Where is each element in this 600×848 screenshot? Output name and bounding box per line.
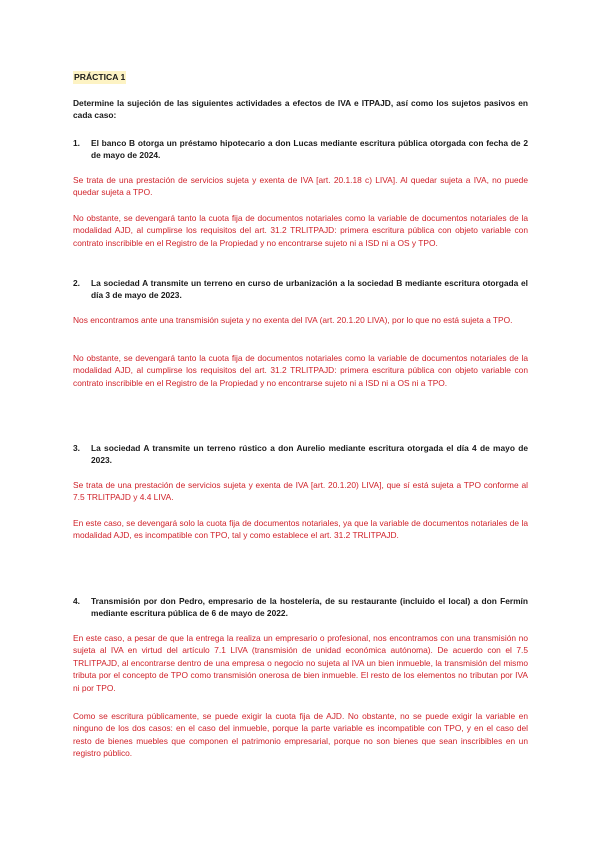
case-3-question-text: La sociedad A transmite un terreno rústico a don Aurelio mediante escritura otorgada el día 4 de mayo de 2023. [91,443,528,466]
case-3-question [73,442,528,467]
case-1-answer-1: Se trata de una prestación de servicios sujeta y exenta de IVA [art. 20.1.18 c) LIVA]. Al quedar sujeta a IVA, no puede quedar sujeta a TPO. [73,175,528,198]
page-title: PRÁCTICA 1 [74,72,126,82]
case-4-answer-2: Como se escritura públicamente, se puede exigir la cuota fija de AJD. No obstante, no se puede exigir la variable en ninguno de los dos casos: en el caso del inmueble, porque la parte variable es incompatible con TPO, y en el caso del resto de bienes muebles que componen el patrimonio empresarial, porque no son bienes que sean inscribibles en un registro público. [73,711,528,759]
case-2-answer-2: No obstante, se devengará tanto la cuota fija de documentos notariales como la variable de documentos notariales de la modalidad AJD, al cumplirse los requisitos del art. 31.2 TRLITPAJD: primera escritura pública con objeto variable con contrato inscribible en el Registro de la Propiedad y no encontrarse sujeto ni a ISD ni a OS ni a TPO. [73,353,528,388]
case-4-question [73,595,528,620]
case-3-answer-2: En este caso, se devengará solo la cuota fija de documentos notariales, ya que la variable de documentos notariales de la modalidad AJD, es incompatible con TPO, tal y como establece el art. 31.2 TRLITPAJD. [73,518,528,541]
case-3-answer-1: Se trata de una prestación de servicios sujeta y exenta de IVA [art. 20.1.20) LIVA], que sí está sujeta a TPO conforme al 7.5 TRLITPAJD y 4.4 LIVA. [73,480,528,503]
case-1-question [73,137,528,162]
case-2-number: 2. [73,278,80,288]
case-1-question-text: El banco B otorga un préstamo hipotecario a don Lucas mediante escritura pública otorgada con fecha de 2 de mayo de 2024. [91,138,528,161]
case-4-question-text: Transmisión por don Pedro, empresario de la hostelería, de su restaurante (incluido el local) a don Fermín mediante escritura pública de 6 de mayo de 2022. [91,596,528,619]
case-1-number: 1. [73,138,80,148]
case-3-number: 3. [73,443,80,453]
case-2-answer-1: Nos encontramos ante una transmisión sujeta y no exenta del IVA (art. 20.1.20 LIVA), por lo que no está sujeta a TPO. [73,315,513,325]
intro-paragraph: Determine la sujeción de las siguientes actividades a efectos de IVA e ITPAJD, así como los sujetos pasivos en cada caso: [73,98,528,121]
case-4-number: 4. [73,596,80,606]
case-1-answer-2: No obstante, se devengará tanto la cuota fija de documentos notariales como la variable de documentos notariales de la modalidad AJD, al cumplirse los requisitos del art. 31.2 TRLITPAJD: primera escritura pública con objeto variable con contrato inscribible en el Registro de la Propiedad y no encontrarse sujeto ni a ISD ni a OS y TPO. [73,213,528,248]
case-2-question [73,277,528,302]
case-2-question-text: La sociedad A transmite un terreno en curso de urbanización a la sociedad B mediante escritura otorgada el día 3 de mayo de 2023. [91,278,528,301]
case-4-answer-1: En este caso, a pesar de que la entrega la realiza un empresario o profesional, nos encontramos con una transmisión no sujeta al IVA en virtud del artículo 7.1 LIVA (transmisión de unidad económica autónoma). De acuerdo con el 7.5 TRLITPAJD, al encontrarse dentro de una empresa o negocio no sujeta al IVA un bien inmueble, la transmisión del mismo tributa por el concepto de TPO como transmisión onerosa de bien inmueble. El resto de los elementos no tributan por IVA ni por TPO. [73,633,528,693]
